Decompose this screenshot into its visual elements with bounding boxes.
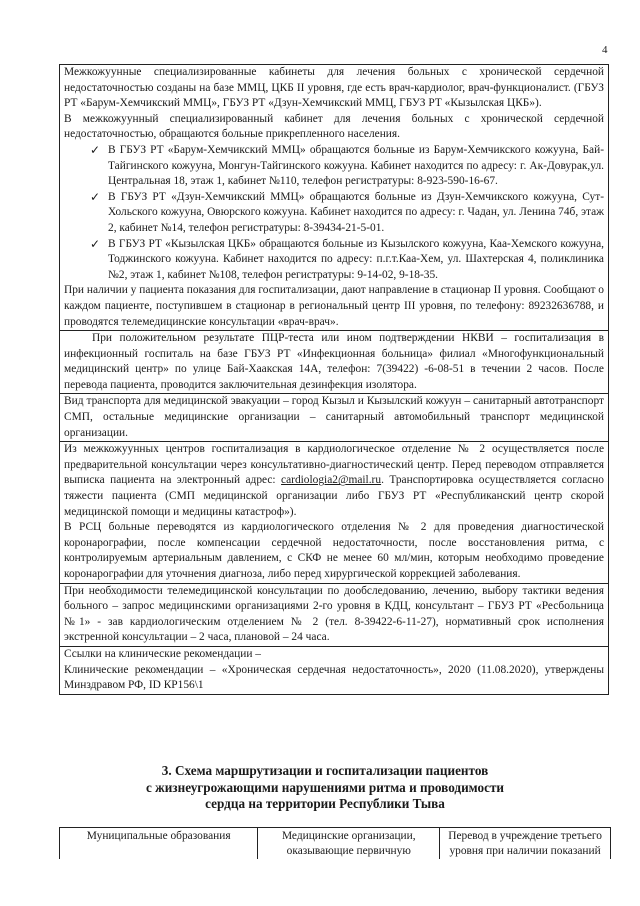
text: Из межкожуунных центров госпитализация в кардиологическое отделение № 2 осуществляется после предварительной консультации через консультативно-диагностический центр. Перед переводом отправляется выписка пациента на электронный адрес: xyxy=(64,443,604,487)
table-header-row xyxy=(60,828,611,860)
content-table xyxy=(59,64,609,695)
box-cardiology-transfer xyxy=(59,441,609,582)
list-item xyxy=(64,237,604,284)
list-item xyxy=(64,190,604,237)
heading-line: с жизнеугрожающими нарушениями ритма и проводимости xyxy=(145,779,505,795)
box-transport xyxy=(59,393,609,441)
heading-line: сердца на территории Республики Тыва xyxy=(205,796,445,812)
box-covid xyxy=(59,330,609,393)
list-item-text: В ГБУЗ РТ «Дзун-Хемчикский ММЦ» обращаются больные из Дзун-Хемчикского кожууна, Сут-Хольского кожууна, Овюрского кожууна. Кабинет находится по адресу: г. Чадан, ул. Ленина 74б, этаж 2, кабинет №14, телефон регистратуры: 8-39434-21-5-01. xyxy=(108,190,604,234)
paragraph: В межкожуунный специализированный кабинет для лечения больных с хронической сердечной недостаточностью, обращаются больные прикрепленного населения. xyxy=(64,112,604,141)
paragraph xyxy=(64,442,604,520)
list-item xyxy=(64,143,604,190)
paragraph: Вид транспорта для медицинской эвакуации – город Кызыл и Кызылский кожуун – санитарный автотранспорт СМП, остальные медицинские организации – санитарный автомобильный транспорт медицинской организации. xyxy=(64,395,604,439)
paragraph: В РСЦ больные переводятся из кардиологического отделения № 2 для проведения диагностической коронарографии, после компенсации сердечной недостаточности, после восстановления ритма, с контролируемым артериальным давлением, с СКФ не менее 60 мл/мин, которым необходимо проведение коронарографии для уточнения диагноза, либо перед хирургической коррекцией заболевания. xyxy=(64,521,604,580)
box-telemedicine xyxy=(59,583,609,646)
list-item-text: В ГБУЗ РТ «Кызылская ЦКБ» обращаются больные из Кызылского кожууна, Каа-Хемского кожууна, Тоджинского кожууна. Кабинет находится по адресу: п.г.т.Каа-Хем, ул. Шахтерская 4, поликлиника №2, этаж 1, кабинет №108, телефон регистратуры: 9-14-02, 9-18-35. xyxy=(108,237,604,281)
list-item-text: В ГБУЗ РТ «Барум-Хемчикский ММЦ» обращаются больные из Барум-Хемчикского кожууна, Бай-Тайгинского кожууна, Монгун-Тайгинского кожууна. Кабинет находится по адресу: г. Ак-Довурак,ул. Центральная 18, этаж 1, кабинет №110, телефон регистратуры: 8-923-590-16-67. xyxy=(108,143,604,188)
box-specialized-cabinets xyxy=(59,64,609,330)
paragraph: Ссылки на клинические рекомендации – xyxy=(64,647,261,660)
table-header-cell: Перевод в учреждение третьего уровня при наличии показаний xyxy=(440,828,611,860)
checkmark-icon: ✓ xyxy=(90,189,101,204)
paragraph: Клинические рекомендации – «Хроническая сердечная недостаточность», 2020 (11.08.2020), утверждены Минздравом РФ, ID КР156\1 xyxy=(64,663,604,692)
paragraph: При наличии у пациента показания для госпитализации, дают направление в стационар II уровня. Сообщают о каждом пациенте, поступившем в стационар в региональный центр III уровня, по телефону: 89232636788, и проводятся телемедицинские консультации «врач-врач». xyxy=(64,284,604,328)
text: . Транспортировка осуществляется согласно тяжести пациента (СМП медицинской организации либо ГБУЗ РТ «Республиканский центр скорой медицинской помощи и медицины катастроф»). xyxy=(64,474,605,518)
routing-table xyxy=(59,827,611,859)
table-header-cell: Медицинские организации, оказывающие первичную xyxy=(258,828,440,860)
box-clinical-references xyxy=(59,646,609,695)
table-header-cell: Муниципальные образования xyxy=(60,828,258,860)
paragraph: При положительном результате ПЦР-теста или ином подтверждении НКВИ – госпитализация в инфекционный госпиталь на базе ГБУЗ РТ «Инфекционная больница» филиал «Многофункциональный медицинский центр» по улице Бай-Хаакская 14А, телефон: 7(39422) -6-08-51 в течении 2 часов. После перевода пациента, проводится заключительная дезинфекция изолятора. xyxy=(64,332,604,391)
paragraph: Межкожуунные специализированные кабинеты для лечения больных с хронической сердечной недостаточностью созданы на базе ММЦ, ЦКБ II уровня, где есть врач-кардиолог, врач-функционалист. (ГБУЗ РТ «Барум-Хемчикский ММЦ», ГБУЗ РТ «Дзун-Хемчикский ММЦ, ГБУЗ РТ «Кызылская ЦКБ»). xyxy=(64,66,604,110)
email-link[interactable]: cardiologia2@mail.ru xyxy=(281,474,382,487)
page-number: 4 xyxy=(602,44,608,56)
section-heading xyxy=(70,763,580,813)
checkmark-icon: ✓ xyxy=(90,236,101,251)
checkmark-icon: ✓ xyxy=(90,142,101,157)
heading-line: 3. Схема маршрутизации и госпитализации пациентов xyxy=(161,763,489,778)
paragraph: При необходимости телемедицинской консультации по дообследованию, лечению, выбору тактики ведения больного – запрос медицинскими организациями 2-го уровня в КДЦ, консультант – ГБУЗ РТ «Ресбольница №1» - зав кардиологическим отделением № 2 (тел. 8-39422-6-11-27), нормативный срок исполнения экстренной консультации – 2 часа, плановой – 24 часа. xyxy=(64,584,604,644)
